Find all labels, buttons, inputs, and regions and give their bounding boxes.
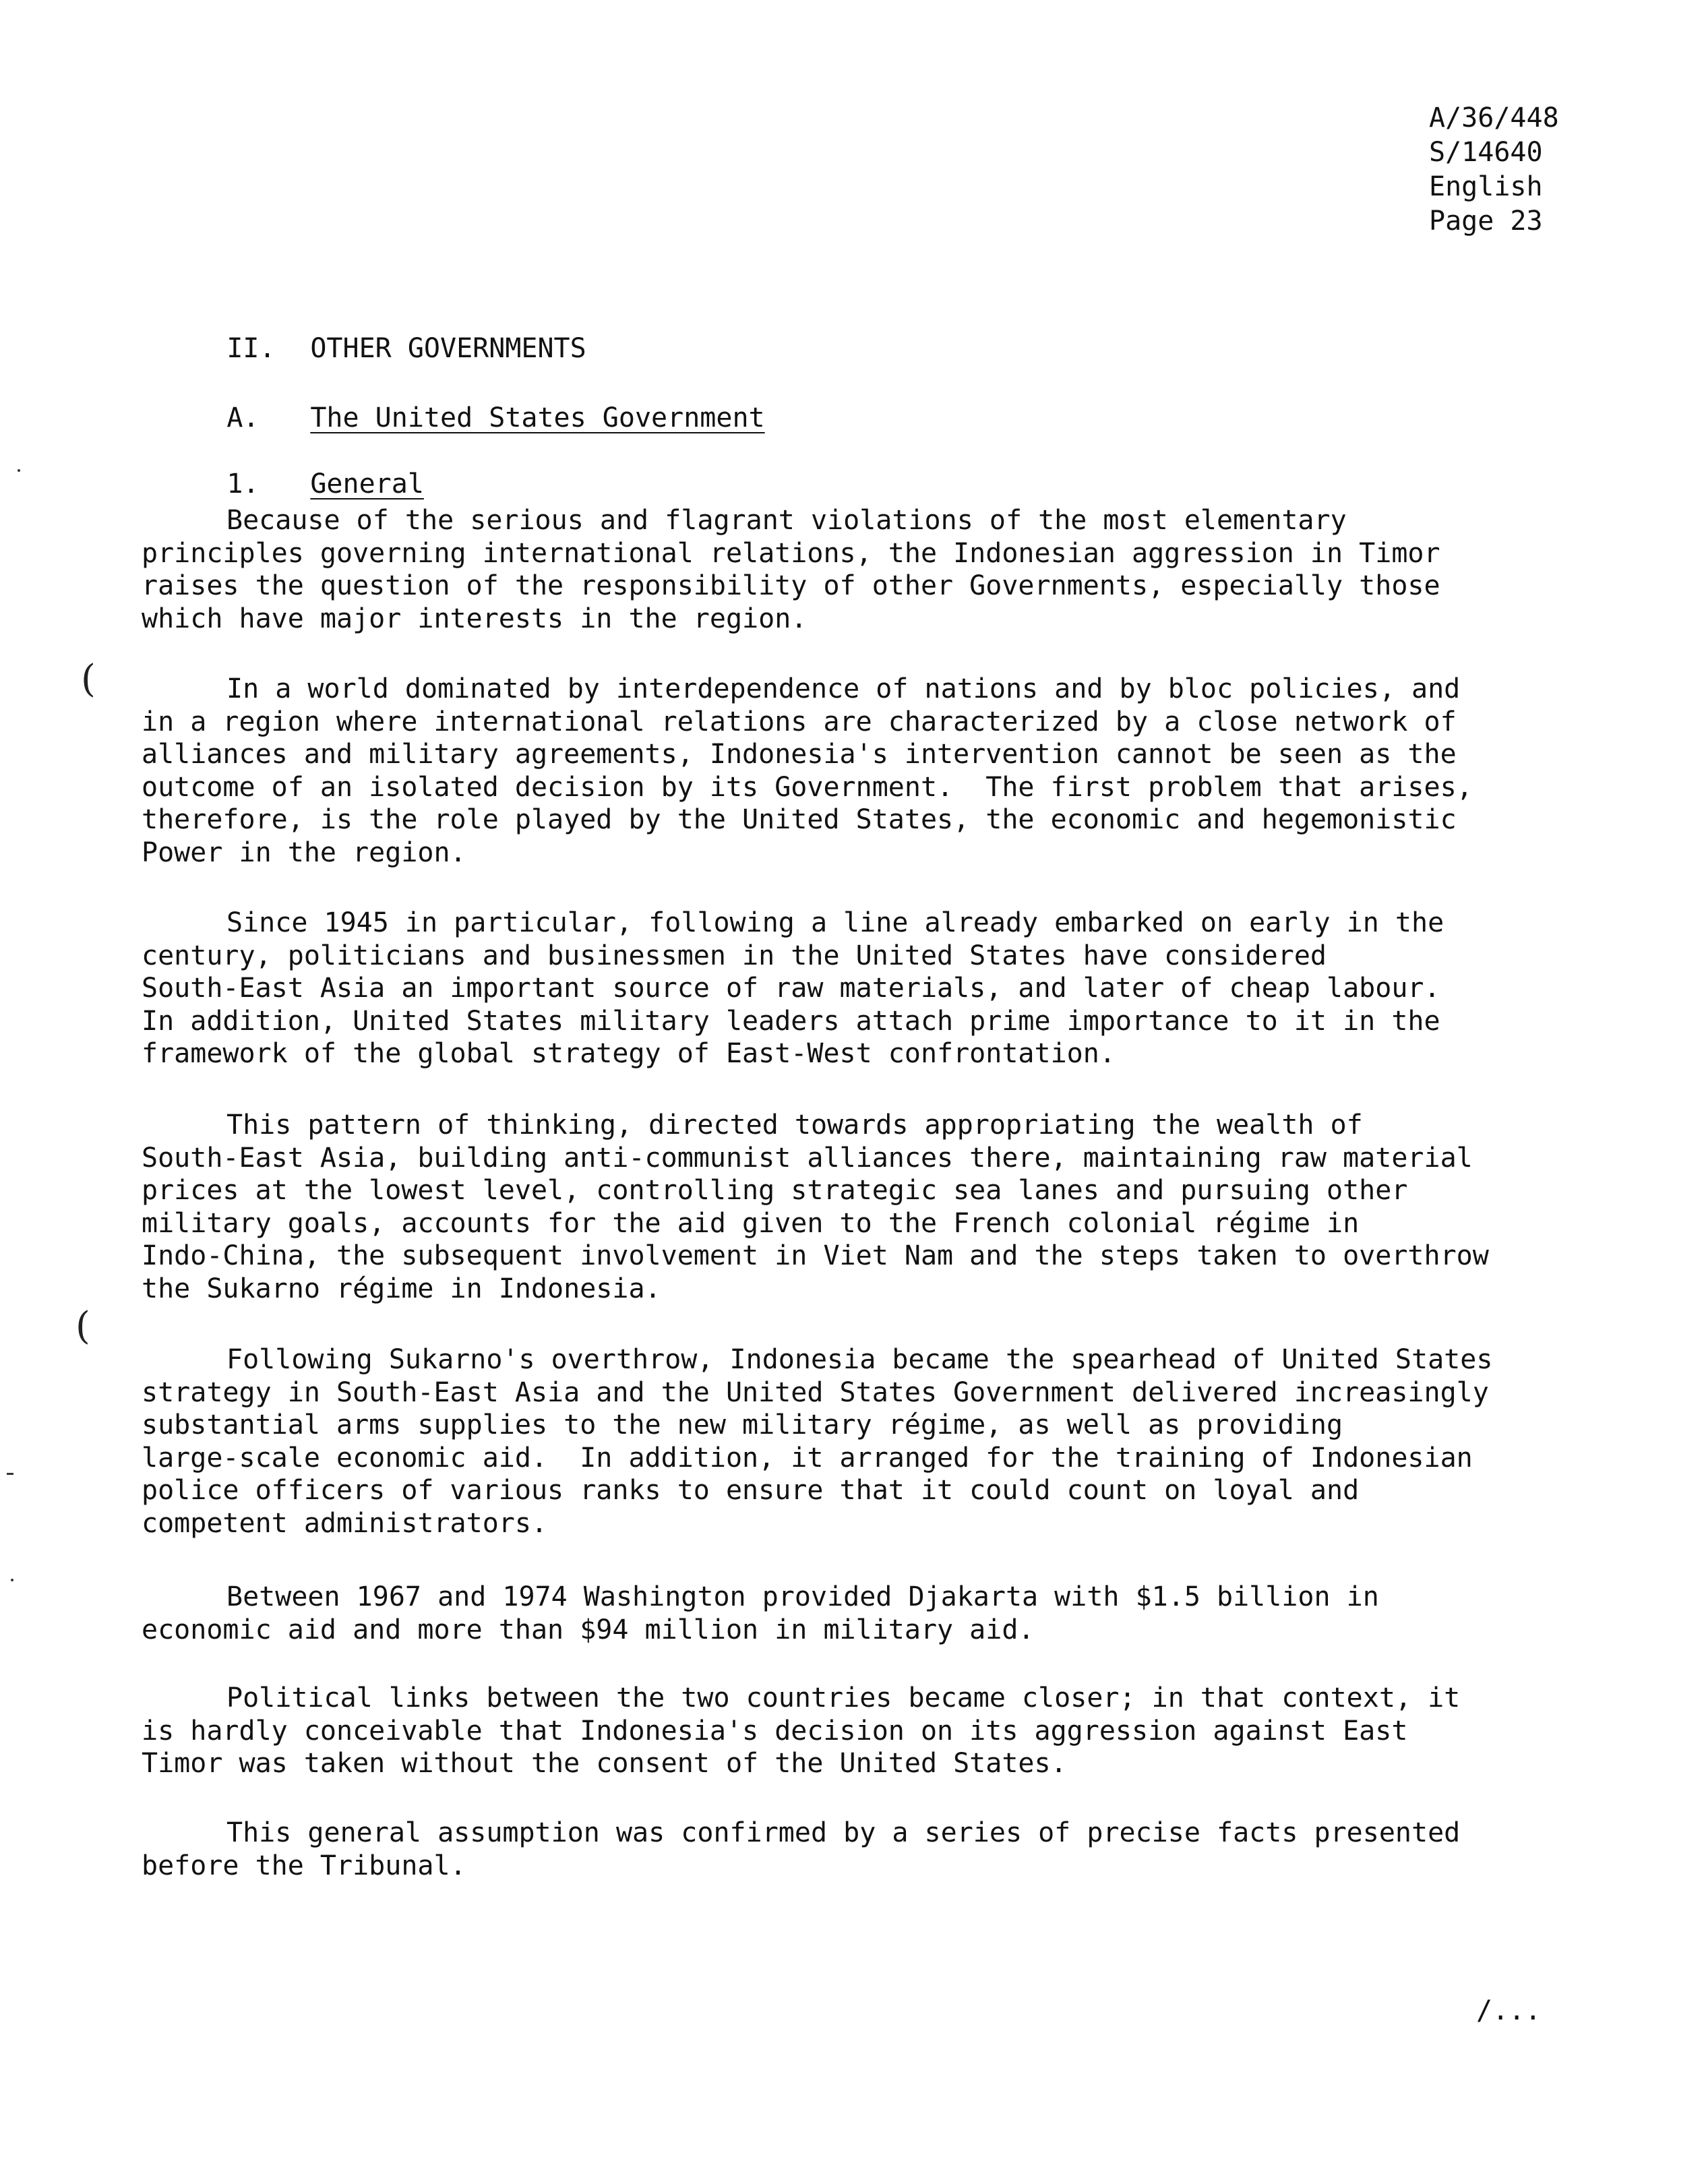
paragraph-line: Indo-China, the subsequent involvement in Viet Nam and the steps taken to overthrow [142,1240,1489,1271]
doc-symbol-s: S/14640 [1429,137,1543,168]
paragraph-line: Political links between the two countries became closer; in that context, it [226,1682,1461,1713]
paragraph-line: before the Tribunal. [142,1850,466,1881]
scan-speck [11,1579,13,1581]
paragraph-line: In addition, United States military leaders attach prime importance to it in the [142,1005,1440,1037]
paragraph-line: This pattern of thinking, directed towards appropriating the wealth of [226,1110,1363,1141]
paragraph-line: police officers of various ranks to ensure that it could count on loyal and [142,1475,1360,1506]
paragraph-line: in a region where international relations are characterized by a close network of [142,706,1457,737]
paragraph-line: Timor was taken without the consent of the United States. [142,1748,1067,1779]
paragraph-6 [142,1581,1577,1646]
scan-speck [18,469,20,472]
paragraph-line: In a world dominated by interdependence of nations and by bloc policies, and [226,673,1461,704]
paragraph-line: economic aid and more than $94 million in military aid. [142,1614,1035,1645]
paragraph-2 [142,673,1577,869]
paragraph-8 [142,1817,1577,1882]
paragraph-line: outcome of an isolated decision by its Government. The first problem that arises, [142,771,1473,803]
paragraph-line: Because of the serious and flagrant violations of the most elementary [226,505,1347,536]
subsubsection-title: General [310,468,424,499]
paragraph-line: South-East Asia, building anti-communist alliances there, maintaining raw material [142,1142,1473,1174]
page-number: Page 23 [1429,206,1543,237]
doc-language: English [1429,171,1543,202]
paragraph-line: large-scale economic aid. In addition, it arranged for the training of Indonesian [142,1442,1473,1474]
paragraph-1 [142,504,1577,635]
paragraph-line: substantial arms supplies to the new military régime, as well as providing [142,1409,1343,1440]
subsection-title: The United States Government [310,402,765,433]
paragraph-line: principles governing international relations, the Indonesian aggression in Timor [142,537,1440,569]
paragraph-line: raises the question of the responsibility of other Governments, especially those [142,570,1440,601]
paragraph-line: Since 1945 in particular, following a line already embarked on early in the [226,907,1444,938]
paragraph-line: Between 1967 and 1974 Washington provided Djakarta with $1.5 billion in [226,1581,1379,1612]
paragraph-line: This general assumption was confirmed by a series of precise facts presented [226,1817,1461,1848]
paragraph-line: South-East Asia an important source of raw materials, and later of cheap labour. [142,973,1440,1004]
scan-speck [7,1473,13,1475]
paragraph-line: Following Sukarno's overthrow, Indonesia became the spearhead of United States [226,1344,1493,1375]
section-title: OTHER GOVERNMENTS [310,333,586,364]
paragraph-line: military goals, accounts for the aid given to the French colonial régime in [142,1207,1360,1239]
paragraph-line: competent administrators. [142,1507,548,1539]
paragraph-line: prices at the lowest level, controlling strategic sea lanes and pursuing other [142,1175,1408,1206]
paragraph-7 [142,1682,1577,1780]
paragraph-line: which have major interests in the region. [142,603,808,634]
paragraph-line: is hardly conceivable that Indonesia's decision on its aggression against East [142,1715,1408,1747]
paragraph-line: century, politicians and businessmen in the United States have considered [142,940,1327,971]
continuation-mark: /... [1476,1995,1542,2026]
paragraph-5 [142,1343,1577,1540]
doc-symbol-a: A/36/448 [1429,102,1559,133]
paragraph-line: the Sukarno régime in Indonesia. [142,1273,661,1304]
paragraph-line: alliances and military agreements, Indonesia's intervention cannot be seen as the [142,739,1457,770]
paragraph-line: therefore, is the role played by the United States, the economic and hegemonistic [142,804,1457,835]
margin-bracket-mark: ( [81,657,96,701]
paragraph-4 [142,1109,1577,1305]
margin-bracket-mark: ( [75,1304,90,1348]
paragraph-line: strategy in South-East Asia and the United States Government delivered increasingly [142,1376,1489,1408]
subsubsection-number: 1. [226,468,260,499]
subsection-number: A. [226,402,260,433]
section-number: II. [226,333,276,364]
document-reference [1429,101,1559,239]
paragraph-line: Power in the region. [142,837,466,868]
paragraph-3 [142,907,1577,1070]
paragraph-line: framework of the global strategy of East-West confrontation. [142,1038,1116,1069]
